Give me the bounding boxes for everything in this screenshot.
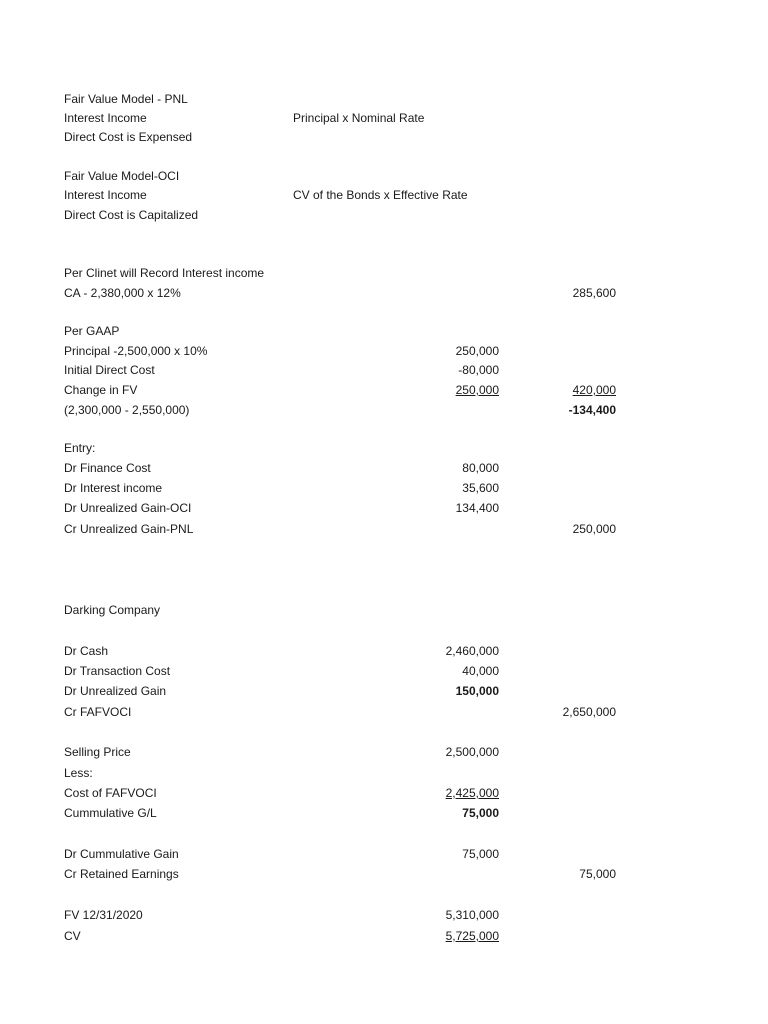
darking-entry-debit: 150,000 (455, 684, 499, 698)
per-gaap-fv-range-label: (2,300,000 - 2,550,000) (64, 403, 190, 417)
fv-pnl-title-row (0, 89, 768, 109)
per-gaap-principal-row (0, 341, 768, 361)
per-client-calc-row (0, 283, 768, 303)
less-row (0, 763, 768, 783)
per-gaap-principal-value: 250,000 (455, 344, 499, 358)
darking-title: Darking Company (64, 603, 161, 617)
entry-line-debit: 35,600 (462, 481, 499, 495)
fv-oci-title: Fair Value Model-OCI (64, 169, 180, 183)
fv-pnl-direct-cost-row (0, 127, 768, 147)
selling-price-label: Selling Price (64, 745, 131, 759)
fv-pnl-title: Fair Value Model - PNL (64, 92, 188, 106)
per-gaap-difference: -134,400 (568, 403, 616, 417)
darking-entry-label: Dr Cash (64, 644, 109, 658)
darking-entry-credit: 2,650,000 (562, 705, 616, 719)
per-gaap-change-fv-total: 420,000 (572, 383, 616, 397)
darking-entry-debit: 40,000 (462, 664, 499, 678)
per-client-calc-value: 285,600 (572, 286, 616, 300)
entry-line-row (0, 498, 768, 518)
fv-oci-interest-label: Interest Income (64, 188, 147, 202)
fv-oci-interest-row (0, 185, 768, 205)
selling-price-row (0, 742, 768, 762)
darking-entry-row (0, 661, 768, 681)
entry-line-label: Dr Unrealized Gain-OCI (64, 501, 192, 515)
entry-line-debit: 80,000 (462, 461, 499, 475)
entry-line-row (0, 519, 768, 539)
entry-line-credit: 250,000 (572, 522, 616, 536)
cost-label: Cost of FAFVOCI (64, 786, 157, 800)
per-gaap-direct-cost-label: Initial Direct Cost (64, 363, 155, 377)
cumulative-row (0, 803, 768, 823)
darking-entry-label: Dr Transaction Cost (64, 664, 171, 678)
cr-retained-value: 75,000 (579, 867, 616, 881)
entry-line-label: Cr Unrealized Gain-PNL (64, 522, 194, 536)
darking-entry-row (0, 702, 768, 722)
cr-retained-row (0, 864, 768, 884)
entry-line-row (0, 458, 768, 478)
darking-entry-row (0, 641, 768, 661)
per-gaap-change-fv-row (0, 380, 768, 400)
per-gaap-title: Per GAAP (64, 324, 120, 338)
darking-entry-label: Dr Unrealized Gain (64, 684, 167, 698)
fv-row (0, 905, 768, 925)
per-gaap-change-fv-label: Change in FV (64, 383, 138, 397)
fv-oci-interest-formula: CV of the Bonds x Effective Rate (293, 188, 468, 202)
per-client-calc-label: CA - 2,380,000 x 12% (64, 286, 181, 300)
selling-price-value: 2,500,000 (445, 745, 499, 759)
per-gaap-direct-cost-row (0, 360, 768, 380)
fv-label: FV 12/31/2020 (64, 908, 143, 922)
per-client-title-row (0, 263, 768, 283)
entry-line-label: Dr Finance Cost (64, 461, 151, 475)
fv-oci-direct-cost-row (0, 205, 768, 225)
cumulative-value: 75,000 (462, 806, 499, 820)
cost-value: 2,425,000 (445, 786, 499, 800)
fv-pnl-interest-formula: Principal x Nominal Rate (293, 111, 425, 125)
entry-line-label: Dr Interest income (64, 481, 163, 495)
cv-value: 5,725,000 (445, 929, 499, 943)
fv-pnl-direct-cost: Direct Cost is Expensed (64, 130, 193, 144)
entry-title-row (0, 438, 768, 458)
fv-value: 5,310,000 (445, 908, 499, 922)
per-gaap-direct-cost-value: -80,000 (458, 363, 499, 377)
entry-title: Entry: (64, 441, 96, 455)
cost-row (0, 783, 768, 803)
per-gaap-principal-label: Principal -2,500,000 x 10% (64, 344, 208, 358)
cv-row (0, 926, 768, 946)
darking-entry-row (0, 681, 768, 701)
darking-title-row (0, 600, 768, 620)
entry-line-row (0, 478, 768, 498)
per-gaap-change-fv-value: 250,000 (455, 383, 499, 397)
cumulative-label: Cummulative G/L (64, 806, 157, 820)
fv-pnl-interest-label: Interest Income (64, 111, 147, 125)
fv-oci-title-row (0, 166, 768, 186)
fv-oci-direct-cost: Direct Cost is Capitalized (64, 208, 199, 222)
dr-cumulative-value: 75,000 (462, 847, 499, 861)
per-gaap-title-row (0, 321, 768, 341)
cv-label: CV (64, 929, 81, 943)
dr-cumulative-row (0, 844, 768, 864)
entry-line-debit: 134,400 (455, 501, 499, 515)
cr-retained-label: Cr Retained Earnings (64, 867, 179, 881)
dr-cumulative-label: Dr Cummulative Gain (64, 847, 179, 861)
per-gaap-range-row (0, 400, 768, 420)
darking-entry-label: Cr FAFVOCI (64, 705, 132, 719)
fv-pnl-interest-row (0, 108, 768, 128)
less-label: Less: (64, 766, 93, 780)
per-client-title: Per Clinet will Record Interest income (64, 266, 265, 280)
darking-entry-debit: 2,460,000 (445, 644, 499, 658)
